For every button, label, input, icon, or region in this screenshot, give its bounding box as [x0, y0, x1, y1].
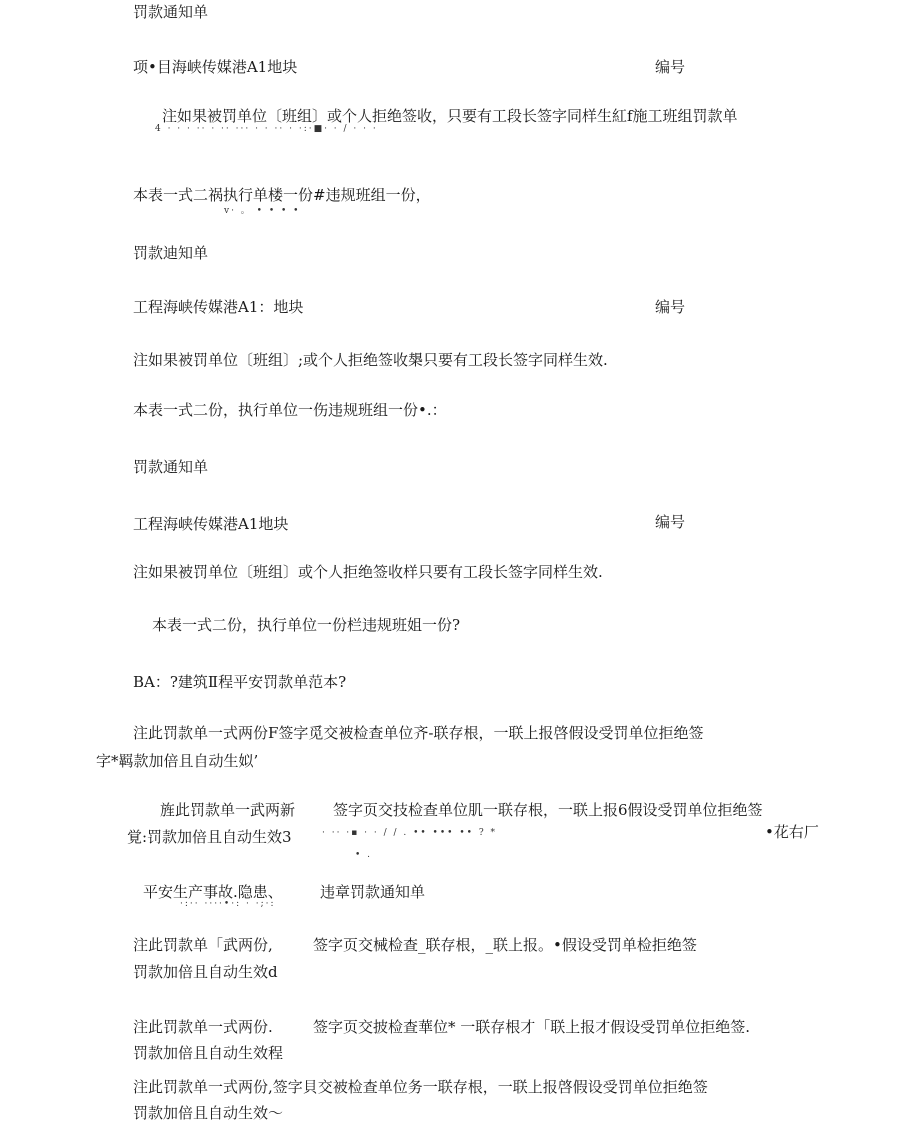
p1-line2: 字*羁款加倍且自动生姒’: [96, 752, 259, 770]
p1-line1: 注此罚款单一式两份F签字觅交被检查单位齐-联存根，一联上报啓假设受罚单位拒绝签: [133, 724, 704, 742]
block1-copies: 本表一式二祸执行单楼一份#违规班组一份，: [133, 186, 431, 204]
p5-line2: 罚款加倍且自动生效程: [133, 1044, 284, 1062]
p6-line2: 罚款加倍且自动生效〜: [133, 1104, 284, 1122]
p3-noise: ·:·· ····•·: · ·;·:: [180, 899, 276, 909]
block1-project: 项•目海峡传媒港A1地块: [133, 58, 298, 76]
block1-copies-noise: v· 。 • • • •: [224, 206, 301, 216]
p5-col1: 注此罚款单一式两份.: [133, 1018, 273, 1036]
p4-col1: 注此罚款单「武两份,: [133, 936, 273, 954]
block3-note: 注如果被罚单位〔班组〕或个人拒绝签收样只要有工段长签字同样生效.: [133, 563, 603, 581]
block3-number-label: 编号: [655, 513, 686, 531]
block3-title: 罚款通知单: [133, 458, 209, 476]
section-heading: BA：?建筑Ⅱ程平安罚款单范本?: [133, 673, 347, 691]
p5-col2: 签字页交披检查華位* 一联存根才「联上报才假设受罚单位拒绝签.: [313, 1018, 751, 1036]
block2-note: 注如果被罚单位〔班组〕;或个人拒绝签收槼只要有工段长签字同样生效.: [133, 351, 608, 369]
block2-title: 罚款迪知单: [133, 244, 209, 262]
p2-line2: 覚:罚款加倍且自动生效3: [127, 828, 292, 846]
p3-col1: 平安生产事故.隐患、: [143, 883, 283, 901]
p2-noise2: • .: [355, 850, 373, 860]
block1-note-noise: 4 · · · ·· · ·· ··· · · ·· · ·:·■· · / · · ·: [155, 124, 378, 134]
block2-project: 工程海峡传媒港A1：地块: [133, 298, 304, 316]
p4-col2: 签字页交械检查_联存根，_联上报。•假设受罚单检拒绝签: [313, 936, 697, 954]
block3-copies: 本表一式二份，执行单位一份栏违规班姐一份?: [152, 616, 461, 634]
block3-project: 工程海峡传媒港A1地块: [133, 515, 289, 533]
p3-col2: 违章罚款通知单: [320, 883, 426, 901]
block1-note: 注如果被罚单位〔班组〕或个人拒绝签收，只要有工段长签字同样生紅f施工班组罚款单: [162, 107, 738, 125]
p6-line1: 注此罚款单一式两份,签字貝交被检查单位务一联存根，一联上报啓假设受罚单位拒绝签: [133, 1078, 708, 1096]
block2-copies: 本表一式二份，执行单位一伤违规班组一份•.：: [133, 401, 447, 419]
block2-number-label: 编号: [655, 298, 686, 316]
p2-col1: 旌此罚款单一武两新: [160, 801, 296, 819]
block1-number-label: 编号: [655, 58, 686, 76]
block1-title: 罚款通知单: [133, 3, 209, 21]
p2-noise: · ·· ·▪ · · / / . •• ••• •• ? *: [322, 828, 498, 838]
p4-line2: 罚款加倍且自动生效d: [133, 963, 278, 981]
p2-col2: 签字页交技检查单位肌一联存根，一联上报6假设受罚单位拒绝签: [333, 801, 763, 819]
p2-tail: •花右厂: [765, 823, 819, 841]
